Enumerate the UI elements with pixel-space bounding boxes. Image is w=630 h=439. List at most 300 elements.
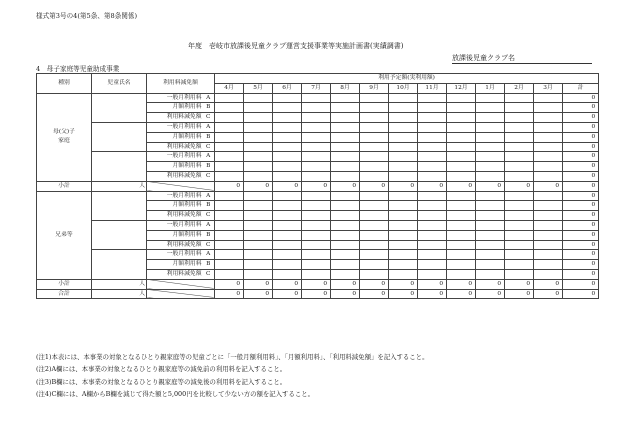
month-amount-cell[interactable] <box>534 191 563 201</box>
month-amount-cell[interactable] <box>534 142 563 152</box>
month-amount-cell[interactable] <box>331 191 360 201</box>
month-amount-cell[interactable] <box>534 211 563 221</box>
month-amount-cell[interactable] <box>505 201 534 211</box>
month-amount-cell[interactable] <box>418 191 447 201</box>
month-amount-cell[interactable] <box>331 93 360 103</box>
fee-label: 利用料減免額 <box>147 113 203 123</box>
month-amount-cell[interactable] <box>273 152 302 162</box>
subtotal-row-2-month-value: 0 <box>389 279 418 289</box>
fee-label: 一般月利用料 <box>147 152 203 162</box>
subtotal-row-2-total-value: 0 <box>563 279 599 289</box>
month-amount-cell[interactable] <box>534 250 563 260</box>
month-amount-cell[interactable] <box>389 171 418 181</box>
subtotal-row <box>37 181 599 191</box>
row-total-cell: 0 <box>563 191 599 201</box>
month-amount-cell[interactable] <box>244 152 273 162</box>
month-amount-cell[interactable] <box>389 113 418 123</box>
month-amount-cell[interactable] <box>534 240 563 250</box>
month-amount-cell[interactable] <box>389 152 418 162</box>
month-amount-cell[interactable] <box>389 162 418 172</box>
month-amount-cell[interactable] <box>418 260 447 270</box>
month-amount-cell[interactable] <box>389 93 418 103</box>
month-amount-cell[interactable] <box>302 201 331 211</box>
row-total-cell: 0 <box>563 220 599 230</box>
subtotal-row-2-label: 小計 <box>37 279 92 289</box>
header-month: 9月 <box>360 83 389 93</box>
row-total-cell: 0 <box>563 260 599 270</box>
total-row-month-value: 0 <box>418 289 447 299</box>
total-row-month-value: 0 <box>447 289 476 299</box>
month-amount-cell[interactable] <box>244 201 273 211</box>
month-amount-cell[interactable] <box>215 211 244 221</box>
month-amount-cell[interactable] <box>360 269 389 279</box>
month-amount-cell[interactable] <box>505 191 534 201</box>
month-amount-cell[interactable] <box>534 152 563 162</box>
month-amount-cell[interactable] <box>418 93 447 103</box>
month-amount-cell[interactable] <box>302 191 331 201</box>
month-amount-cell[interactable] <box>389 191 418 201</box>
month-amount-cell[interactable] <box>476 201 505 211</box>
month-amount-cell[interactable] <box>215 122 244 132</box>
month-amount-cell[interactable] <box>273 103 302 113</box>
child-name-cell[interactable] <box>92 93 147 122</box>
month-amount-cell[interactable] <box>418 103 447 113</box>
month-amount-cell[interactable] <box>331 211 360 221</box>
month-amount-cell[interactable] <box>215 171 244 181</box>
month-amount-cell[interactable] <box>534 162 563 172</box>
subtotal-row-diagonal <box>147 181 215 191</box>
month-amount-cell[interactable] <box>244 132 273 142</box>
month-amount-cell[interactable] <box>476 191 505 201</box>
row-total-cell: 0 <box>563 152 599 162</box>
month-amount-cell[interactable] <box>505 171 534 181</box>
month-amount-cell[interactable] <box>273 122 302 132</box>
fee-code: B <box>203 201 215 211</box>
row-total-cell: 0 <box>563 93 599 103</box>
month-amount-cell[interactable] <box>215 269 244 279</box>
subtotal-row-2-month-value: 0 <box>360 279 389 289</box>
fee-label: 月額利用料 <box>147 162 203 172</box>
month-amount-cell[interactable] <box>302 93 331 103</box>
child-name-cell[interactable] <box>92 250 147 279</box>
month-amount-cell[interactable] <box>360 171 389 181</box>
month-amount-cell[interactable] <box>476 171 505 181</box>
month-amount-cell[interactable] <box>476 269 505 279</box>
month-amount-cell[interactable] <box>505 122 534 132</box>
subtotal-row-person-unit: 人 <box>92 181 147 191</box>
subtotal-row-month-value: 0 <box>244 181 273 191</box>
month-amount-cell[interactable] <box>244 230 273 240</box>
month-amount-cell[interactable] <box>447 152 476 162</box>
row-total-cell: 0 <box>563 142 599 152</box>
month-amount-cell[interactable] <box>215 132 244 142</box>
header-month: 2月 <box>505 83 534 93</box>
month-amount-cell[interactable] <box>273 132 302 142</box>
month-amount-cell[interactable] <box>244 142 273 152</box>
month-amount-cell[interactable] <box>534 93 563 103</box>
row-total-cell: 0 <box>563 171 599 181</box>
month-amount-cell[interactable] <box>215 162 244 172</box>
month-amount-cell[interactable] <box>331 230 360 240</box>
month-amount-cell[interactable] <box>418 240 447 250</box>
month-amount-cell[interactable] <box>389 201 418 211</box>
month-amount-cell[interactable] <box>418 132 447 142</box>
month-amount-cell[interactable] <box>302 269 331 279</box>
row-total-cell: 0 <box>563 230 599 240</box>
month-amount-cell[interactable] <box>360 152 389 162</box>
month-amount-cell[interactable] <box>331 162 360 172</box>
month-amount-cell[interactable] <box>476 260 505 270</box>
month-amount-cell[interactable] <box>244 220 273 230</box>
month-amount-cell[interactable] <box>302 260 331 270</box>
month-amount-cell[interactable] <box>360 230 389 240</box>
subtotal-row-2-month-value: 0 <box>273 279 302 289</box>
month-amount-cell[interactable] <box>331 201 360 211</box>
month-amount-cell[interactable] <box>418 113 447 123</box>
month-amount-cell[interactable] <box>476 142 505 152</box>
month-amount-cell[interactable] <box>476 240 505 250</box>
month-amount-cell[interactable] <box>389 142 418 152</box>
month-amount-cell[interactable] <box>447 93 476 103</box>
subtotal-row-month-value: 0 <box>476 181 505 191</box>
child-name-cell[interactable] <box>92 191 147 220</box>
month-amount-cell[interactable] <box>244 93 273 103</box>
month-amount-cell[interactable] <box>389 250 418 260</box>
month-amount-cell[interactable] <box>534 220 563 230</box>
month-amount-cell[interactable] <box>505 162 534 172</box>
month-amount-cell[interactable] <box>389 269 418 279</box>
subtotal-row-2-month-value: 0 <box>331 279 360 289</box>
subtotal-row-2-month-value: 0 <box>418 279 447 289</box>
month-amount-cell[interactable] <box>505 269 534 279</box>
month-amount-cell[interactable] <box>273 93 302 103</box>
month-amount-cell[interactable] <box>447 103 476 113</box>
month-amount-cell[interactable] <box>447 191 476 201</box>
total-row-month-value: 0 <box>389 289 418 299</box>
header-month: 5月 <box>244 83 273 93</box>
month-amount-cell[interactable] <box>505 152 534 162</box>
month-amount-cell[interactable] <box>244 113 273 123</box>
month-amount-cell[interactable] <box>447 162 476 172</box>
fee-code: C <box>203 211 215 221</box>
month-amount-cell[interactable] <box>244 191 273 201</box>
month-amount-cell[interactable] <box>273 250 302 260</box>
month-amount-cell[interactable] <box>418 211 447 221</box>
month-amount-cell[interactable] <box>273 260 302 270</box>
subtotal-row-2-diagonal <box>147 279 215 289</box>
month-amount-cell[interactable] <box>476 220 505 230</box>
month-amount-cell[interactable] <box>360 113 389 123</box>
row-total-cell: 0 <box>563 162 599 172</box>
month-amount-cell[interactable] <box>418 122 447 132</box>
total-row-month-value: 0 <box>244 289 273 299</box>
month-amount-cell[interactable] <box>244 162 273 172</box>
month-amount-cell[interactable] <box>389 230 418 240</box>
month-amount-cell[interactable] <box>505 132 534 142</box>
month-amount-cell[interactable] <box>389 211 418 221</box>
month-amount-cell[interactable] <box>447 220 476 230</box>
month-amount-cell[interactable] <box>215 152 244 162</box>
subtotal-row-month-value: 0 <box>505 181 534 191</box>
header-type: 種別 <box>37 74 92 94</box>
header-child-name: 児童氏名 <box>92 74 147 94</box>
month-amount-cell[interactable] <box>505 240 534 250</box>
month-amount-cell[interactable] <box>505 142 534 152</box>
month-amount-cell[interactable] <box>244 240 273 250</box>
month-amount-cell[interactable] <box>273 162 302 172</box>
month-amount-cell[interactable] <box>302 122 331 132</box>
month-amount-cell[interactable] <box>360 132 389 142</box>
note-1: (注1)本表には、本事業の対象となるひとり親家庭等の児童ごとに「一般月額利用料」、「月額利用料」、「利用料減免額」を記入すること。 <box>36 353 429 361</box>
fee-label: 利用料減免額 <box>147 240 203 250</box>
month-amount-cell[interactable] <box>244 250 273 260</box>
month-amount-cell[interactable] <box>302 113 331 123</box>
row-total-cell: 0 <box>563 211 599 221</box>
month-amount-cell[interactable] <box>215 142 244 152</box>
group-label: 兄弟等 <box>37 191 92 279</box>
row-total-cell: 0 <box>563 250 599 260</box>
month-amount-cell[interactable] <box>505 230 534 240</box>
month-amount-cell[interactable] <box>360 122 389 132</box>
month-amount-cell[interactable] <box>302 152 331 162</box>
month-amount-cell[interactable] <box>505 250 534 260</box>
month-amount-cell[interactable] <box>302 142 331 152</box>
month-amount-cell[interactable] <box>389 122 418 132</box>
header-month: 1月 <box>476 83 505 93</box>
month-amount-cell[interactable] <box>331 142 360 152</box>
month-amount-cell[interactable] <box>360 191 389 201</box>
month-amount-cell[interactable] <box>389 132 418 142</box>
month-amount-cell[interactable] <box>273 191 302 201</box>
month-amount-cell[interactable] <box>389 220 418 230</box>
row-total-cell: 0 <box>563 240 599 250</box>
month-amount-cell[interactable] <box>331 132 360 142</box>
month-amount-cell[interactable] <box>476 152 505 162</box>
month-amount-cell[interactable] <box>360 142 389 152</box>
month-amount-cell[interactable] <box>215 230 244 240</box>
month-amount-cell[interactable] <box>302 103 331 113</box>
month-amount-cell[interactable] <box>418 269 447 279</box>
fee-row <box>37 93 599 103</box>
month-amount-cell[interactable] <box>215 201 244 211</box>
month-amount-cell[interactable] <box>447 113 476 123</box>
month-amount-cell[interactable] <box>505 113 534 123</box>
subtotal-row-2-month-value: 0 <box>534 279 563 289</box>
month-amount-cell[interactable] <box>418 171 447 181</box>
fee-label: 月額利用料 <box>147 132 203 142</box>
month-amount-cell[interactable] <box>273 269 302 279</box>
fee-code: C <box>203 113 215 123</box>
fee-code: B <box>203 103 215 113</box>
month-amount-cell[interactable] <box>534 103 563 113</box>
month-amount-cell[interactable] <box>215 250 244 260</box>
month-amount-cell[interactable] <box>360 103 389 113</box>
month-amount-cell[interactable] <box>331 113 360 123</box>
fee-code: B <box>203 230 215 240</box>
header-fee-reduction: 利用料減免額 <box>147 74 215 94</box>
total-row-person-unit: 人 <box>92 289 147 299</box>
month-amount-cell[interactable] <box>534 230 563 240</box>
fee-code: C <box>203 269 215 279</box>
month-amount-cell[interactable] <box>302 211 331 221</box>
fee-label: 一般月利用料 <box>147 220 203 230</box>
month-amount-cell[interactable] <box>505 93 534 103</box>
month-amount-cell[interactable] <box>476 132 505 142</box>
month-amount-cell[interactable] <box>302 132 331 142</box>
month-amount-cell[interactable] <box>215 113 244 123</box>
row-total-cell: 0 <box>563 132 599 142</box>
club-name-field[interactable]: 放課後児童クラブ名 <box>452 54 592 64</box>
fee-label: 一般月利用料 <box>147 191 203 201</box>
month-amount-cell[interactable] <box>447 269 476 279</box>
total-row-month-value: 0 <box>302 289 331 299</box>
month-amount-cell[interactable] <box>476 211 505 221</box>
fee-label: 月額利用料 <box>147 201 203 211</box>
month-amount-cell[interactable] <box>505 103 534 113</box>
month-amount-cell[interactable] <box>534 201 563 211</box>
month-amount-cell[interactable] <box>505 260 534 270</box>
month-amount-cell[interactable] <box>534 132 563 142</box>
month-amount-cell[interactable] <box>360 93 389 103</box>
month-amount-cell[interactable] <box>534 269 563 279</box>
subtotal-row-2-month-value: 0 <box>505 279 534 289</box>
month-amount-cell[interactable] <box>244 171 273 181</box>
month-amount-cell[interactable] <box>215 191 244 201</box>
fee-label: 利用料減免額 <box>147 211 203 221</box>
month-amount-cell[interactable] <box>447 171 476 181</box>
month-amount-cell[interactable] <box>331 250 360 260</box>
month-amount-cell[interactable] <box>273 230 302 240</box>
month-amount-cell[interactable] <box>360 220 389 230</box>
month-amount-cell[interactable] <box>302 162 331 172</box>
row-total-cell: 0 <box>563 122 599 132</box>
month-amount-cell[interactable] <box>360 211 389 221</box>
month-amount-cell[interactable] <box>447 240 476 250</box>
month-amount-cell[interactable] <box>331 171 360 181</box>
month-amount-cell[interactable] <box>302 240 331 250</box>
month-amount-cell[interactable] <box>302 230 331 240</box>
month-amount-cell[interactable] <box>360 201 389 211</box>
month-amount-cell[interactable] <box>389 260 418 270</box>
note-3: (注3)B欄には、本事業の対象となるひとり親家庭等の減免後の利用料を記入すること。 <box>36 377 287 386</box>
month-amount-cell[interactable] <box>476 162 505 172</box>
month-amount-cell[interactable] <box>302 220 331 230</box>
child-name-cell[interactable] <box>92 152 147 181</box>
month-amount-cell[interactable] <box>447 142 476 152</box>
month-amount-cell[interactable] <box>215 93 244 103</box>
month-amount-cell[interactable] <box>273 201 302 211</box>
fee-code: C <box>203 240 215 250</box>
month-amount-cell[interactable] <box>476 250 505 260</box>
month-amount-cell[interactable] <box>389 240 418 250</box>
month-amount-cell[interactable] <box>244 269 273 279</box>
month-amount-cell[interactable] <box>273 113 302 123</box>
month-amount-cell[interactable] <box>389 103 418 113</box>
total-row-month-value: 0 <box>534 289 563 299</box>
month-amount-cell[interactable] <box>476 103 505 113</box>
month-amount-cell[interactable] <box>447 211 476 221</box>
header-month: 6月 <box>273 83 302 93</box>
row-total-cell: 0 <box>563 201 599 211</box>
month-amount-cell[interactable] <box>534 260 563 270</box>
month-amount-cell[interactable] <box>418 152 447 162</box>
fee-label: 月額利用料 <box>147 260 203 270</box>
month-amount-cell[interactable] <box>534 171 563 181</box>
month-amount-cell[interactable] <box>302 171 331 181</box>
month-amount-cell[interactable] <box>273 220 302 230</box>
month-amount-cell[interactable] <box>331 240 360 250</box>
month-amount-cell[interactable] <box>418 201 447 211</box>
month-amount-cell[interactable] <box>360 240 389 250</box>
month-amount-cell[interactable] <box>447 250 476 260</box>
row-total-cell: 0 <box>563 113 599 123</box>
month-amount-cell[interactable] <box>244 211 273 221</box>
month-amount-cell[interactable] <box>476 113 505 123</box>
month-amount-cell[interactable] <box>331 122 360 132</box>
month-amount-cell[interactable] <box>331 220 360 230</box>
month-amount-cell[interactable] <box>447 260 476 270</box>
month-amount-cell[interactable] <box>331 103 360 113</box>
row-total-cell: 0 <box>563 269 599 279</box>
month-amount-cell[interactable] <box>215 220 244 230</box>
month-amount-cell[interactable] <box>505 220 534 230</box>
month-amount-cell[interactable] <box>331 260 360 270</box>
month-amount-cell[interactable] <box>418 250 447 260</box>
month-amount-cell[interactable] <box>273 240 302 250</box>
child-name-cell[interactable] <box>92 220 147 249</box>
document-title: 年度 壱岐市放課後児童クラブ運営支援事業等実施計画書(実績調書) <box>188 42 404 50</box>
month-amount-cell[interactable] <box>534 113 563 123</box>
child-name-cell[interactable] <box>92 122 147 151</box>
month-amount-cell[interactable] <box>447 132 476 142</box>
month-amount-cell[interactable] <box>476 93 505 103</box>
month-amount-cell[interactable] <box>273 171 302 181</box>
month-amount-cell[interactable] <box>273 211 302 221</box>
month-amount-cell[interactable] <box>534 122 563 132</box>
month-amount-cell[interactable] <box>447 122 476 132</box>
month-amount-cell[interactable] <box>418 162 447 172</box>
month-amount-cell[interactable] <box>244 103 273 113</box>
total-row-month-value: 0 <box>360 289 389 299</box>
month-amount-cell[interactable] <box>302 250 331 260</box>
month-amount-cell[interactable] <box>447 201 476 211</box>
month-amount-cell[interactable] <box>418 142 447 152</box>
month-amount-cell[interactable] <box>476 230 505 240</box>
total-row <box>37 289 599 299</box>
month-amount-cell[interactable] <box>447 230 476 240</box>
month-amount-cell[interactable] <box>244 122 273 132</box>
header-month: 12月 <box>447 83 476 93</box>
month-amount-cell[interactable] <box>360 250 389 260</box>
month-amount-cell[interactable] <box>418 230 447 240</box>
month-amount-cell[interactable] <box>505 211 534 221</box>
month-amount-cell[interactable] <box>331 269 360 279</box>
header-total: 計 <box>563 83 599 93</box>
month-amount-cell[interactable] <box>215 103 244 113</box>
month-amount-cell[interactable] <box>360 260 389 270</box>
month-amount-cell[interactable] <box>360 162 389 172</box>
month-amount-cell[interactable] <box>331 152 360 162</box>
month-amount-cell[interactable] <box>215 260 244 270</box>
month-amount-cell[interactable] <box>244 260 273 270</box>
month-amount-cell[interactable] <box>476 122 505 132</box>
note-4: (注4)C欄には、A欄からB欄を減じて得た額と5,000円を比較して少ない方の額を記入すること。 <box>36 390 314 399</box>
month-amount-cell[interactable] <box>215 240 244 250</box>
month-amount-cell[interactable] <box>273 142 302 152</box>
fee-code: B <box>203 260 215 270</box>
total-row-month-value: 0 <box>215 289 244 299</box>
month-amount-cell[interactable] <box>418 220 447 230</box>
